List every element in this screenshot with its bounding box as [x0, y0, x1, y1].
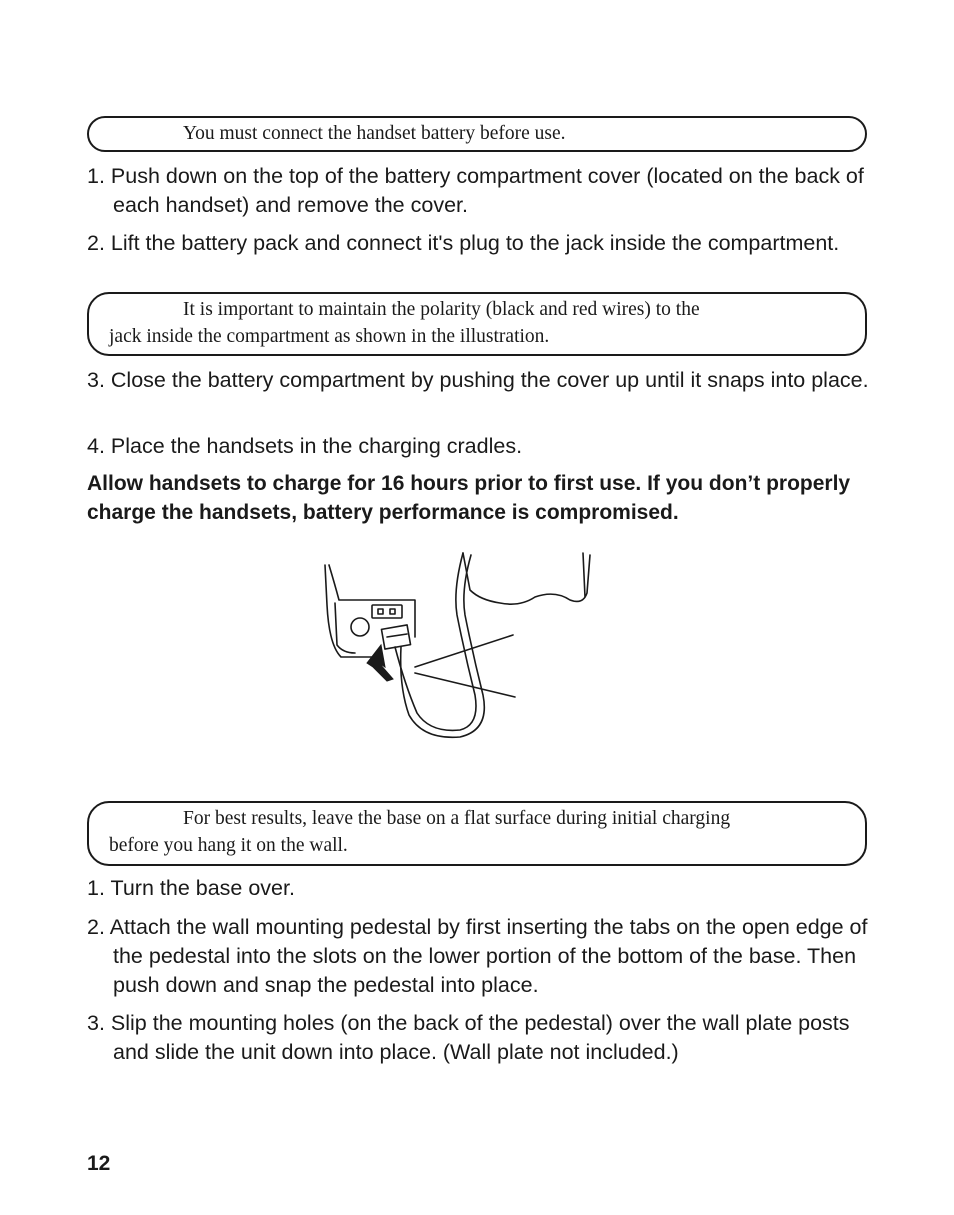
note-text-line-2: jack inside the compartment as shown in the illustration. [109, 326, 550, 347]
insert-arrow-icon [367, 645, 393, 681]
note-text-line-2: before you hang it on the wall. [109, 835, 348, 856]
leader-line [415, 635, 513, 667]
leader-line [415, 673, 515, 697]
charge-warning: Allow handsets to charge for 16 hours prior to first use. If you don’t properly charge the handsets, battery performance is compromised. [87, 472, 851, 524]
battery-wire-black [395, 553, 476, 730]
battery-step-2: 2. Lift the battery pack and connect it's plug to the jack inside the compartment. [87, 231, 840, 255]
battery-step-1: 1. Push down on the top of the battery compartment cover (located on the back of each handset) and remove the cover. [87, 164, 864, 217]
battery-post [351, 618, 369, 636]
note-battery-before-use [87, 116, 867, 152]
page-number: 12 [87, 1152, 111, 1175]
battery-plug [381, 625, 410, 649]
note-text-line-1: It is important to maintain the polarity (black and red wires) to the [183, 299, 700, 320]
battery-jack [372, 605, 402, 618]
note-text-line-1: For best results, leave the base on a flat surface during initial charging [183, 808, 731, 829]
wall-step-3: 3. Slip the mounting holes (on the back of the pedestal) over the wall plate posts and slide the unit down into place. (Wall plate not included.) [87, 1011, 850, 1064]
wall-step-2: 2. Attach the wall mounting pedestal by first inserting the tabs on the open edge of the pedestal into the slots on the lower portion of the bottom of the base. Then push down and snap the pedestal into place. [87, 915, 868, 997]
battery-wire-red [401, 555, 485, 737]
wall-step-1: 1. Turn the base over. [87, 876, 295, 900]
battery-connection-illustration [315, 545, 595, 740]
note-flat-surface [87, 801, 867, 866]
note-polarity [87, 292, 867, 356]
battery-step-3: 3. Close the battery compartment by pushing the cover up until it snaps into place. [87, 368, 869, 392]
battery-pack-outline [463, 553, 590, 604]
note-text: You must connect the handset battery before use. [183, 123, 566, 144]
battery-step-4: 4. Place the handsets in the charging cradles. [87, 434, 523, 458]
